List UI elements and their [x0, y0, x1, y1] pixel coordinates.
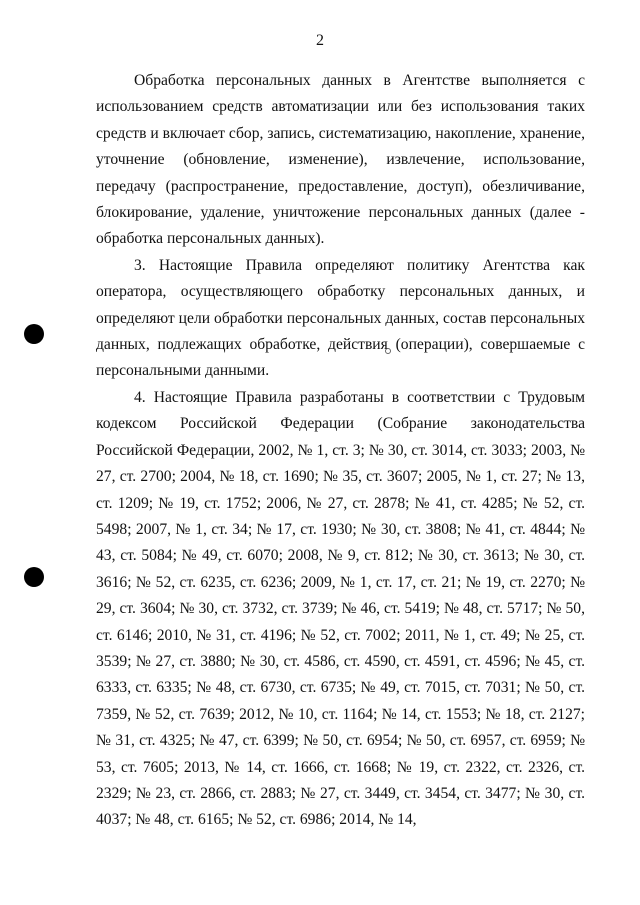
page-number: 2 — [316, 32, 324, 49]
paragraph-processing-definition: Обработка персональных данных в Агентстве выполняется с использованием средств автоматизации или без использования таких средств и включает сбор, запись, систематизацию, накопление, хранение, уточнение (обновление, изменение), извлечение, использование, передачу (распространение, предоставление, доступ), обезличивание, блокирование, удаление, уничтожение персональных данных (далее - обработка персональных данных). — [96, 72, 585, 248]
paragraph-3-policy: 3. Настоящие Правила определяют политику Агентства как оператора, осуществляющего обработку персональных данных, и определяют цели обработки персональных данных, состав персональных данных, подлежащих обработке, действия (операции), совершаемые с персональными данными. — [96, 256, 585, 380]
punch-hole-mark — [24, 324, 44, 344]
document-body — [96, 68, 585, 834]
paragraph-4-legal-basis: 4. Настоящие Правила разработаны в соответствии с Трудовым кодексом Российской Федерации (Собрание законодательства Российской Федерации, 2002, № 1, ст. 3; № 30, ст. 3014, ст. 3033; 2003, № 27, ст. 2700; 2004, № 18, ст. 1690; № 35, ст. 3607; 2005, № 1, ст. 27; № 13, ст. 1209; № 19, ст. 1752; 2006, № 27, ст. 2878; № 41, ст. 4285; № 52, ст. 5498; 2007, № 1, ст. 34; № 17, ст. 1930; № 30, ст. 3808; № 41, ст. 4844; № 43, ст. 5084; № 49, ст. 6070; 2008, № 9, ст. 812; № 30, ст. 3613; № 30, ст. 3616; № 52, ст. 6235, ст. 6236; 2009, № 1, ст. 17, ст. 21; № 19, ст. 2270; № 29, ст. 3604; № 30, ст. 3732, ст. 3739; № 46, ст. 5419; № 48, ст. 5717; № 50, ст. 6146; 2010, № 31, ст. 4196; № 52, ст. 7002; 2011, № 1, ст. 49; № 25, ст. 3539; № 27, ст. 3880; № 30, ст. 4586, ст. 4590, ст. 4591, ст. 4596; № 45, ст. 6333, ст. 6335; № 48, ст. 6730, ст. 6735; № 49, ст. 7015, ст. 7031; № 50, ст. 7359, № 52, ст. 7639; 2012, № 10, ст. 1164; № 14, ст. 1553; № 18, ст. 2127; № 31, ст. 4325; № 47, ст. 6399; № 50, ст. 6954; № 50, ст. 6957, ст. 6959; № 53, ст. 7605; 2013, № 14, ст. 1666, ст. 1668; № 19, ст. 2322, ст. 2326, ст. 2329; № 23, ст. 2866, ст. 2883; № 27, ст. 3449, ст. 3454, ст. 3477; № 30, ст. 4037; № 48, ст. 6165; № 52, ст. 6986; 2014, № 14, — [96, 388, 585, 829]
punch-hole-mark — [24, 567, 44, 587]
